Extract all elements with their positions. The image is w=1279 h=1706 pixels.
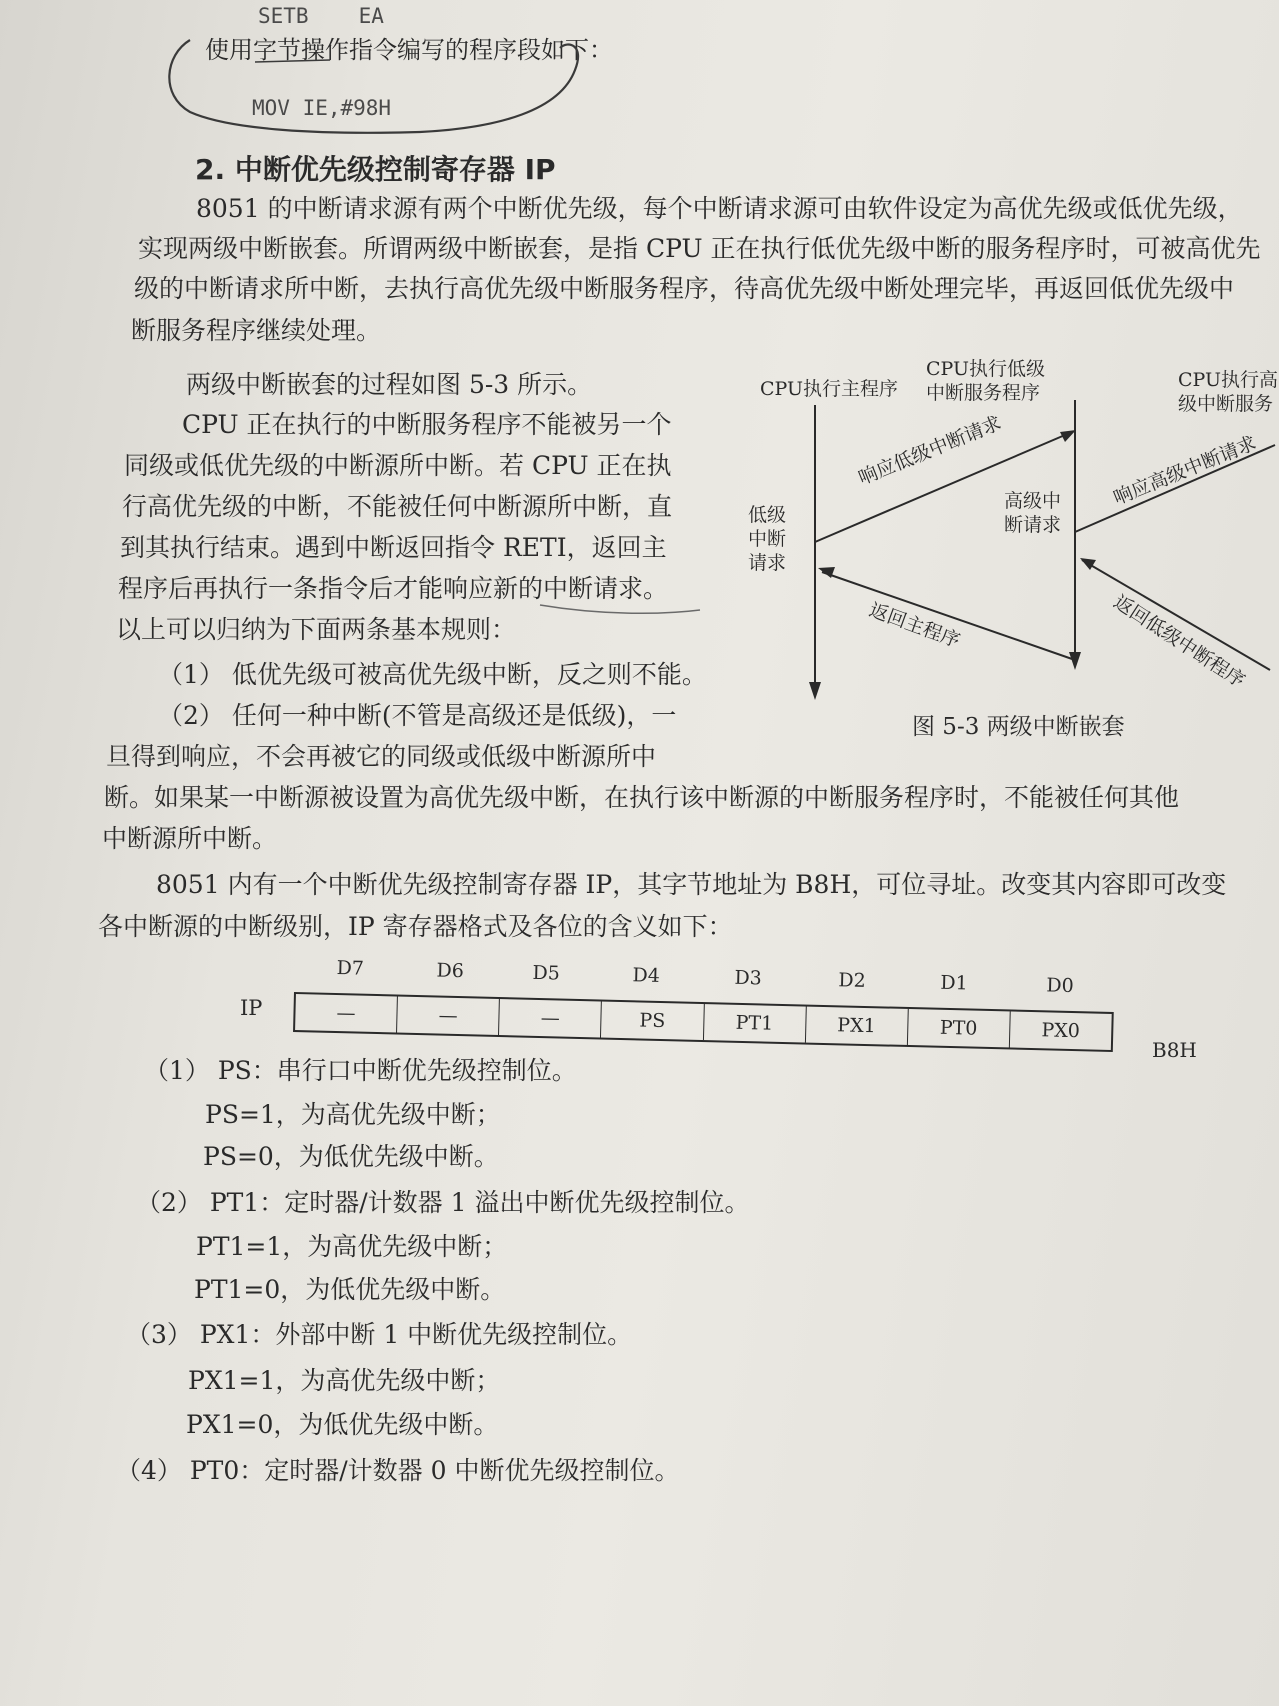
register-bit-d0: PX0: [1041, 1019, 1081, 1043]
bit-header: D4: [632, 964, 661, 987]
register-bit-d6: —: [397, 997, 500, 1035]
section-title: 2. 中断优先级控制寄存器 IP: [195, 153, 556, 186]
label-cpu-high: CPU执行高级中断服务: [1178, 369, 1278, 415]
ps-title: （1） PS：串行口中断优先级控制位。: [144, 1056, 577, 1085]
para3-line1: CPU 正在执行的中断服务程序不能被另一个: [182, 410, 672, 439]
resp-low-arrowhead: [1060, 430, 1076, 442]
bit-header: D7: [336, 957, 365, 980]
rule2-line4: 中断源所中断。: [102, 824, 278, 853]
code-mov-ie: MOV IE,#98H: [252, 96, 392, 120]
para3-line6: 以上可以归纳为下面两条基本规则：: [116, 615, 517, 644]
label-cpu-low: CPU执行低级中断服务程序: [926, 358, 1046, 404]
register-bit-d1: PT0: [908, 1009, 1011, 1047]
ret-low-arrowhead: [1080, 558, 1096, 570]
label-resp-low: 响应低级中断请求: [855, 411, 1005, 490]
label-ret-low: 返回低级中断程序: [1109, 590, 1249, 693]
label-ret-main: 返回主程序: [866, 598, 963, 653]
register-address: B8H: [1152, 1038, 1197, 1062]
para1-line4: 断服务程序继续处理。: [131, 316, 382, 345]
code-setb: SETB EA: [258, 4, 384, 28]
bit-header: D6: [436, 959, 465, 983]
para1-line2: 实现两级中断嵌套。所谓两级中断嵌套，是指 CPU 正在执行低优先级中断的服务程序时，可被高优先: [138, 234, 1261, 263]
register-bit-d7: —: [295, 994, 398, 1032]
rule2-line2: 旦得到响应，不会再被它的同级或低级中断源所中: [106, 742, 657, 771]
rule1: （1） 低优先级可被高优先级中断，反之则不能。: [158, 660, 707, 689]
register-bit-d4: PS: [601, 1002, 704, 1040]
bit-header: D0: [1046, 974, 1074, 998]
label-low-request: 低级中断请求: [748, 504, 787, 574]
bit-header: D2: [838, 969, 867, 992]
para3-line4: 到其执行结束。遇到中断返回指令 RETI，返回主: [120, 533, 667, 562]
label-resp-high: 响应高级中断请求: [1110, 431, 1260, 510]
para1-line3: 级的中断请求所中断，去执行高优先级中断服务程序，待高优先级中断处理完毕，再返回低优先级中: [134, 274, 1235, 303]
px1-title: （3） PX1：外部中断 1 中断优先级控制位。: [126, 1320, 633, 1349]
para4-line2: 各中断源的中断级别，IP 寄存器格式及各位的含义如下：: [98, 912, 733, 941]
pt1-one: PT1=1，为高优先级中断；: [196, 1232, 508, 1261]
figure-caption: 图 5-3 两级中断嵌套: [912, 714, 1125, 740]
register-name: IP: [240, 996, 263, 1020]
pt1-zero: PT1=0，为低优先级中断。: [194, 1275, 506, 1304]
para4-line1: 8051 内有一个中断优先级控制寄存器 IP，其字节地址为 B8H，可位寻址。改变其内容即可改变: [156, 870, 1227, 899]
bit-header: D1: [940, 971, 969, 995]
ps-one: PS=1，为高优先级中断；: [205, 1100, 501, 1129]
label-cpu-main: CPU执行主程序: [760, 378, 899, 400]
px1-one: PX1=1，为高优先级中断；: [188, 1366, 501, 1395]
para3-line2: 同级或低优先级的中断源所中断。若 CPU 正在执: [124, 451, 672, 480]
pen-underline: [255, 60, 330, 62]
pt1-title: （2） PT1：定时器/计数器 1 溢出中断优先级控制位。: [136, 1188, 750, 1217]
main-arrowhead: [809, 682, 821, 700]
rule2-line1: （2） 任何一种中断(不管是高级还是低级)，一: [158, 701, 677, 730]
bit-header: D5: [532, 961, 561, 985]
ps-zero: PS=0，为低优先级中断。: [203, 1142, 499, 1171]
para2: 两级中断嵌套的过程如图 5-3 所示。: [186, 370, 593, 399]
byte-op-note: 使用字节操作指令编写的程序段如下：: [205, 36, 613, 64]
pen-underline-2: [540, 605, 700, 613]
rule2-line3: 断。如果某一中断源被设置为高优先级中断，在执行该中断源的中断服务程序时，不能被任何其他: [104, 783, 1180, 812]
low-arrowhead: [1069, 652, 1081, 670]
register-bit-d2: PX1: [806, 1007, 909, 1045]
para3-line3: 行高优先级的中断，不能被任何中断源所中断，直: [122, 492, 673, 521]
register-bit-d3: PT1: [703, 1004, 806, 1042]
pen-loop: [169, 40, 578, 133]
register-bit-d5: —: [499, 999, 602, 1037]
px1-zero: PX1=0，为低优先级中断。: [186, 1410, 499, 1439]
para3-line5: 程序后再执行一条指令后才能响应新的中断请求。: [118, 574, 669, 603]
bit-header: D3: [734, 966, 763, 990]
para1-line1: 8051 的中断请求源有两个中断优先级，每个中断请求源可由软件设定为高优先级或低优先级，: [196, 194, 1243, 223]
label-high-request: 高级中断请求: [1004, 490, 1062, 536]
pt0-title: （4） PT0：定时器/计数器 0 中断优先级控制位。: [116, 1456, 680, 1485]
